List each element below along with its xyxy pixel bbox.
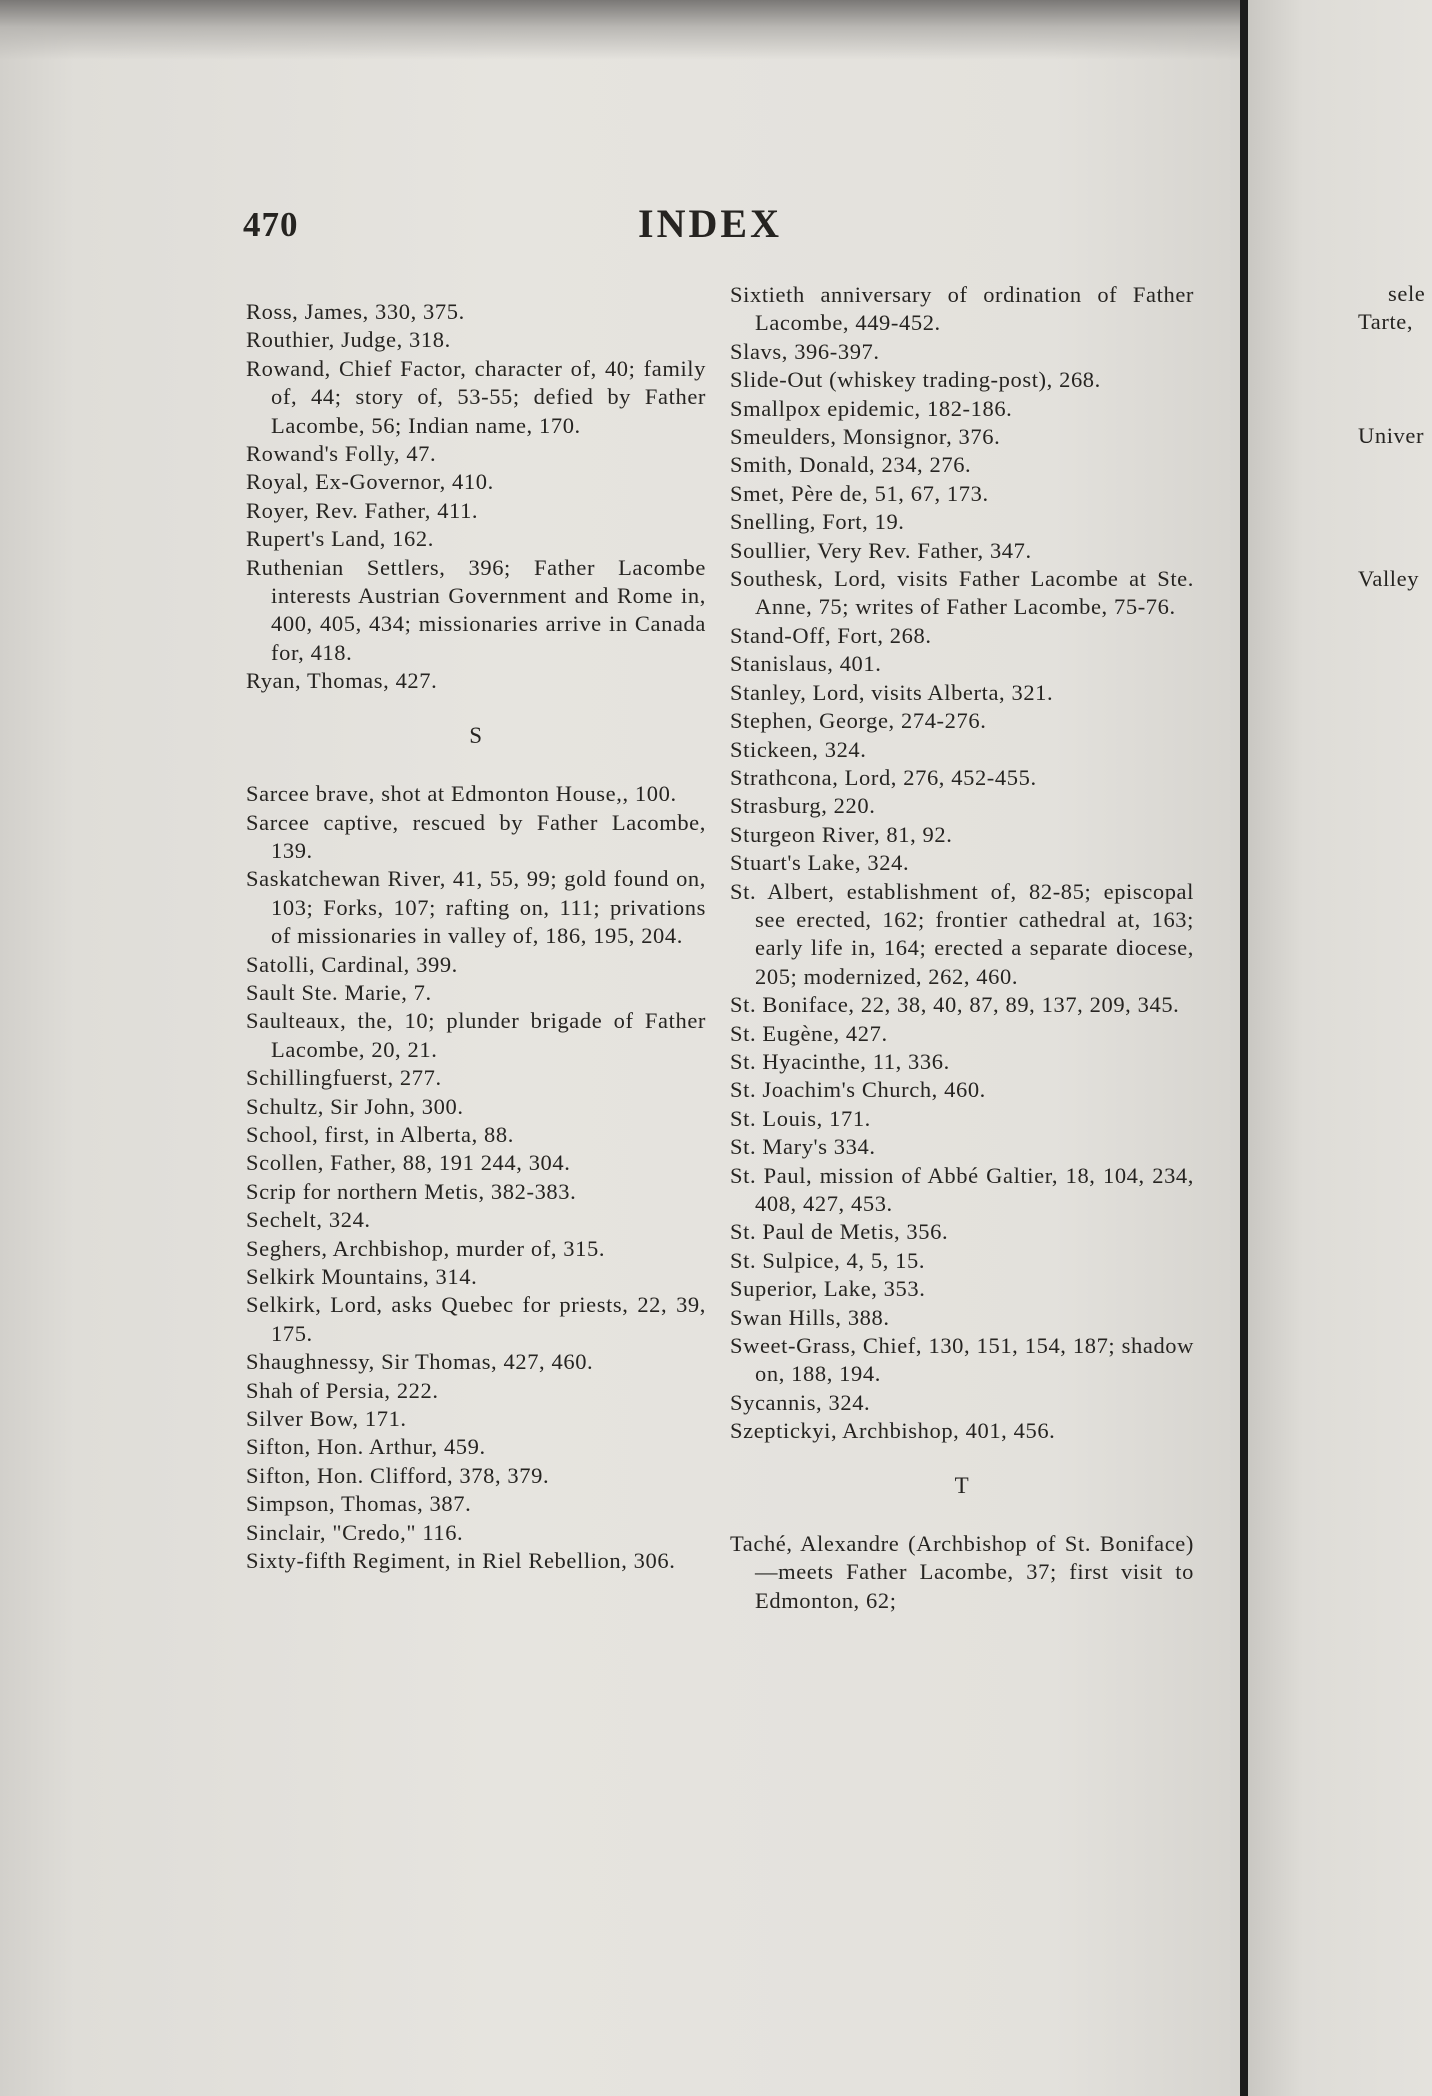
index-entry: Selkirk, Lord, asks Quebec for priests, 22, 39, 175. <box>246 1292 706 1346</box>
index-entry: Strathcona, Lord, 276, 452-455. <box>730 764 1037 790</box>
index-entry: St. Sulpice, 4, 5, 15. <box>730 1247 926 1273</box>
section-letter-s: S <box>469 722 483 748</box>
index-entry: Sifton, Hon. Arthur, 459. <box>246 1434 486 1460</box>
fragments-v <box>1358 565 1432 593</box>
index-entry: St. Albert, establishment of, 82-85; episcopal see erected, 162; frontier cathedral at, 163; early life in, 164; erected a separate diocese, 205; modernized, 262, 460. <box>730 878 1194 989</box>
index-entry: Sturgeon River, 81, 92. <box>730 821 953 847</box>
index-entry: Rowand, Chief Factor, character of, 40; family of, 44; story of, 53-55; defied by Father Lacombe, 56; Indian name, 170. <box>246 355 706 438</box>
index-entry: Selkirk Mountains, 314. <box>246 1264 478 1289</box>
gap <box>1358 450 1432 565</box>
index-entry: Smeulders, Monsignor, 376. <box>730 424 1001 450</box>
index-entry: Simpson, Thomas, 387. <box>246 1491 472 1517</box>
index-entry: Taché, Alexandre (Archbishop of St. Boniface)—meets Father Lacombe, 37; first visit to Edmonton, 62; <box>730 1531 1194 1613</box>
index-entry: Sycannis, 324. <box>730 1389 871 1415</box>
index-entry: Sweet-Grass, Chief, 130, 151, 154, 187; shadow on, 188, 194. <box>730 1333 1194 1387</box>
fragments-t <box>1358 308 1432 336</box>
index-entry: St. Joachim's Church, 460. <box>730 1077 986 1103</box>
page-top-shadow <box>0 0 1240 60</box>
index-entry: St. Mary's 334. <box>730 1134 876 1160</box>
index-entry: School, first, in Alberta, 88. <box>246 1121 514 1147</box>
index-entry: Sixty-fifth Regiment, in Riel Rebellion, 306. <box>246 1548 676 1574</box>
index-entry: Smet, Père de, 51, 67, 173. <box>730 480 989 506</box>
index-entry: Scrip for northern Metis, 382-383. <box>246 1178 577 1204</box>
index-entry: Routhier, Judge, 318. <box>246 327 451 353</box>
index-entry: Shah of Persia, 222. <box>246 1377 439 1403</box>
index-entry: Snelling, Fort, 19. <box>730 509 905 535</box>
index-entry: Stuart's Lake, 324. <box>730 850 910 876</box>
index-entry: Seghers, Archbishop, murder of, 315. <box>246 1235 606 1261</box>
index-entry: Slavs, 396-397. <box>730 338 880 364</box>
index-entry: Slide-Out (whiskey trading-post), 268. <box>730 367 1101 393</box>
gap <box>1358 337 1432 422</box>
index-entry: Ross, James, 330, 375. <box>246 299 465 324</box>
entries-r <box>246 298 706 696</box>
index-entry: Sarcee brave, shot at Edmonton House,, 100. <box>246 781 677 807</box>
index-entry: Sault Ste. Marie, 7. <box>246 979 432 1005</box>
index-fragment: Valley <box>1358 566 1420 592</box>
entries-s-continued <box>730 281 1194 1446</box>
index-entry: St. Louis, 171. <box>730 1105 871 1131</box>
index-fragment: Univer <box>1358 422 1425 448</box>
page-title: INDEX <box>638 201 782 246</box>
index-entry: Stanislaus, 401. <box>730 651 882 677</box>
index-entry: Satolli, Cardinal, 399. <box>246 951 458 977</box>
index-entry: Rowand's Folly, 47. <box>246 441 437 467</box>
index-entry: Superior, Lake, 353. <box>730 1276 926 1302</box>
entries-t <box>730 1530 1194 1615</box>
index-entry: Smith, Donald, 234, 276. <box>730 452 972 478</box>
index-entry: St. Hyacinthe, 11, 336. <box>730 1048 950 1074</box>
index-column-right-cropped <box>1358 280 1432 594</box>
index-entry: Stephen, George, 274-276. <box>730 708 987 734</box>
fragments-top <box>1358 280 1432 308</box>
index-entry: Stickeen, 324. <box>730 736 867 762</box>
section-letter-t: T <box>954 1472 970 1498</box>
index-entry: Smallpox epidemic, 182-186. <box>730 395 1013 421</box>
entries-s <box>246 780 706 1575</box>
index-fragment: Tarte, <box>1358 309 1414 335</box>
index-column-middle <box>730 281 1194 1615</box>
index-entry: St. Boniface, 22, 38, 40, 87, 89, 137, 209, 345. <box>730 992 1180 1018</box>
index-entry: Soullier, Very Rev. Father, 347. <box>730 537 1032 563</box>
index-entry: Ruthenian Settlers, 396; Father Lacombe interests Austrian Government and Rome in, 400, 405, 434; missionaries arrive in Canada for, 418. <box>246 554 706 665</box>
index-entry: Sixtieth anniversary of ordination of Father Lacombe, 449-452. <box>730 282 1194 336</box>
index-column-left <box>246 298 706 1575</box>
index-entry: St. Eugène, 427. <box>730 1020 888 1046</box>
index-entry: Saulteaux, the, 10; plunder brigade of Father Lacombe, 20, 21. <box>246 1008 706 1062</box>
index-fragment: sele <box>1388 281 1426 306</box>
index-entry: St. Paul, mission of Abbé Galtier, 18, 104, 234, 408, 427, 453. <box>730 1162 1194 1216</box>
page-number: 470 <box>243 205 299 244</box>
index-entry: Sinclair, "Credo," 116. <box>246 1519 464 1545</box>
index-entry: Szeptickyi, Archbishop, 401, 456. <box>730 1418 1056 1444</box>
index-entry: Sifton, Hon. Clifford, 378, 379. <box>246 1462 550 1488</box>
index-entry: Royer, Rev. Father, 411. <box>246 497 479 523</box>
index-entry: Strasburg, 220. <box>730 793 876 819</box>
fragments-u <box>1358 422 1432 450</box>
index-entry: Ryan, Thomas, 427. <box>246 668 438 694</box>
index-entry: Shaughnessy, Sir Thomas, 427, 460. <box>246 1349 594 1375</box>
index-entry: St. Paul de Metis, 356. <box>730 1219 949 1245</box>
index-entry: Stanley, Lord, visits Alberta, 321. <box>730 679 1054 705</box>
index-entry: Sechelt, 324. <box>246 1207 371 1233</box>
index-entry: Saskatchewan River, 41, 55, 99; gold found on, 103; Forks, 107; rafting on, 111; privations of missionaries in valley of, 186, 195, 204. <box>246 866 706 949</box>
index-entry: Schultz, Sir John, 300. <box>246 1093 464 1119</box>
index-entry: Stand-Off, Fort, 268. <box>730 622 932 648</box>
index-entry: Rupert's Land, 162. <box>246 526 434 552</box>
index-entry: Southesk, Lord, visits Father Lacombe at Ste. Anne, 75; writes of Father Lacombe, 75-76. <box>730 566 1194 620</box>
index-entry: Silver Bow, 171. <box>246 1406 407 1432</box>
index-entry: Scollen, Father, 88, 191 244, 304. <box>246 1150 571 1176</box>
index-entry: Royal, Ex-Governor, 410. <box>246 469 494 495</box>
index-entry: Swan Hills, 388. <box>730 1304 890 1330</box>
index-entry: Sarcee captive, rescued by Father Lacombe, 139. <box>246 809 706 863</box>
index-entry: Schillingfuerst, 277. <box>246 1065 442 1091</box>
